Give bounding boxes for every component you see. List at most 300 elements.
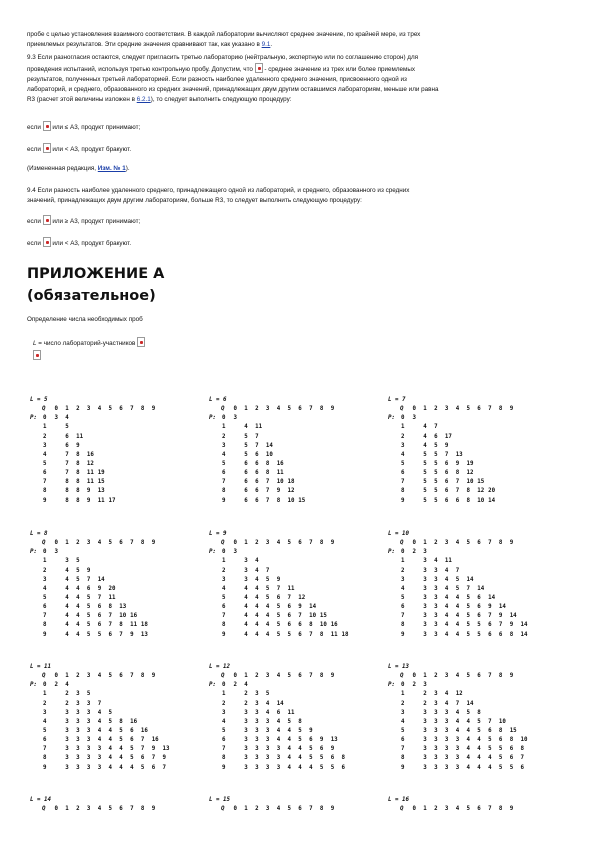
table-cell: 4: [255, 576, 259, 583]
table-cell: 5: [434, 497, 438, 504]
table-title: L = 8: [30, 531, 48, 537]
p-value: 0: [43, 549, 47, 556]
table-cell: 3: [434, 567, 438, 574]
header-cell: 5: [108, 806, 112, 813]
header-cell: 3: [444, 540, 449, 547]
table-row: [388, 690, 463, 699]
header-cell: 8: [319, 540, 324, 547]
table-cell: 8: [119, 718, 123, 725]
p-value: 1: [43, 691, 47, 698]
table-cell: 9: [97, 585, 102, 592]
lab-count-text: = число лабораторий-участников: [36, 340, 136, 347]
table-cell: 3: [97, 764, 102, 771]
table-cell: 3: [423, 746, 427, 753]
intro-paragraph: [27, 30, 572, 50]
table-cell: 6: [130, 737, 134, 744]
header-cell: Q: [42, 540, 46, 547]
p-value: 6: [222, 604, 226, 611]
header-cell: 8: [498, 673, 503, 680]
table-cell: 4: [477, 764, 481, 771]
table-cell: 6: [86, 585, 91, 592]
rule-reject-2-text: или < A3, продукт бракуют.: [50, 240, 132, 247]
table-cell: 7: [520, 755, 524, 762]
table-cell: 3: [255, 737, 259, 744]
header-cell: 3: [265, 673, 270, 680]
table-cell: 3: [423, 585, 427, 592]
table-cell: 4: [244, 622, 248, 629]
table-cell: 3: [423, 727, 427, 734]
table-cell: 5: [76, 567, 80, 574]
table-row: [209, 497, 306, 506]
table-cell: 2: [412, 549, 416, 556]
appendix-title-line-1: ПРИЛОЖЕНИЕ А: [27, 266, 165, 282]
table-cell: 10: [276, 479, 284, 486]
table-l-16: [388, 796, 514, 814]
table-cell: 5: [108, 709, 112, 716]
p-label: P:: [209, 549, 216, 556]
table-cell: 4: [108, 737, 112, 744]
table-cell: 3: [423, 718, 427, 725]
table-cell: 3: [423, 682, 427, 689]
table-cell: 9: [276, 576, 281, 583]
table-cell: 4: [65, 415, 69, 422]
header-cell: 6: [477, 406, 481, 413]
table-cell: 6: [97, 622, 102, 629]
p-value: 8: [43, 755, 47, 762]
table-cell: 4: [444, 604, 449, 611]
table-cell: 3: [444, 746, 449, 753]
intro-line-2: [27, 40, 572, 50]
p-value: 1: [401, 558, 405, 565]
table-cell: 14: [265, 442, 273, 449]
table-cell: 2: [412, 682, 416, 689]
table-title: L = 9: [209, 531, 227, 537]
link-section-6-2-1[interactable]: 6.2.1: [136, 96, 151, 103]
header-cell: 9: [330, 540, 335, 547]
table-cell: 7: [108, 622, 112, 629]
p-value: 8: [401, 488, 405, 495]
table-title: L = 13: [388, 664, 409, 670]
table-cell: 5: [244, 451, 248, 458]
p-label: P:: [30, 549, 37, 556]
table-cell: 3: [65, 558, 69, 565]
table-cell: 3: [434, 631, 438, 638]
table-cell: 4: [455, 718, 460, 725]
p-value: 7: [43, 746, 47, 753]
p-value: 6: [401, 737, 405, 744]
table-cell: 7: [119, 631, 123, 638]
table-cell: 3: [265, 727, 270, 734]
table-cell: 4: [119, 746, 123, 753]
table-cell: 4: [255, 631, 259, 638]
table-cell: 9: [86, 497, 91, 504]
table-cell: 5: [276, 613, 281, 620]
table-row: [30, 727, 148, 736]
table-cell: 6: [244, 488, 248, 495]
table-cell: 3: [86, 746, 91, 753]
p93-line-5: [27, 95, 572, 105]
table-cell: 4: [108, 727, 112, 734]
p-value: 2: [43, 700, 47, 707]
p-value: 4: [43, 718, 47, 725]
table-cell: 7: [265, 488, 270, 495]
table-cell: 5: [309, 755, 313, 762]
table-cell: 7: [65, 460, 69, 467]
table-cell: 15: [509, 727, 517, 734]
rule-reject-1: [27, 143, 572, 155]
table-cell: 6: [444, 479, 449, 486]
table-cell: 13: [162, 746, 170, 753]
table-cell: 4: [287, 737, 291, 744]
table-cell: 3: [244, 567, 248, 574]
table-cell: 5: [265, 594, 270, 601]
p94-line-1: 9.4 Если разность наиболее удаленного среднего, принадлежащего одной из лабораторий, и среднего, образованного из средних: [27, 187, 410, 194]
table-cell: 4: [76, 613, 80, 620]
header-cell: 9: [509, 406, 514, 413]
table-cell: 7: [162, 764, 166, 771]
table-cell: 3: [76, 737, 80, 744]
header-cell: 7: [309, 406, 313, 413]
header-cell: 5: [287, 673, 291, 680]
table-cell: 3: [444, 709, 449, 716]
table-cell: 3: [255, 691, 259, 698]
table-cell: 4: [423, 433, 427, 440]
table-cell: 4: [444, 613, 449, 620]
table-cell: 7: [455, 567, 460, 574]
table-cell: 17: [444, 433, 452, 440]
table-cell: 3: [423, 755, 427, 762]
table-cell: 5: [130, 755, 134, 762]
table-cell: 5: [466, 709, 470, 716]
table-cell: 4: [255, 604, 259, 611]
table-cell: 9: [498, 613, 503, 620]
table-cell: 8: [119, 622, 123, 629]
table-cell: 5: [265, 585, 270, 592]
table-row: [30, 487, 105, 496]
table-cell: 5: [86, 622, 91, 629]
header-cell: 0: [412, 673, 416, 680]
header-cell: 8: [498, 540, 503, 547]
table-row: [209, 469, 284, 478]
table-cell: 3: [444, 718, 449, 725]
table-cell: 4: [444, 585, 449, 592]
table-cell: 6: [130, 727, 134, 734]
p93-line-2: [27, 63, 572, 75]
header-cell: 3: [444, 406, 449, 413]
table-cell: 6: [244, 460, 248, 467]
table-row: [30, 631, 148, 640]
table-cell: 15: [319, 613, 327, 620]
header-cell: 6: [119, 806, 123, 813]
p-value: 6: [43, 470, 47, 477]
table-cell: 15: [298, 497, 306, 504]
p-value: 2: [222, 700, 226, 707]
p93-line-2-end: - среднее значение из трех или более приемлемых: [262, 66, 416, 73]
table-cell: 13: [140, 631, 148, 638]
header-cell: Q: [221, 540, 225, 547]
table-row: [30, 423, 69, 432]
table-cell: 5: [477, 622, 481, 629]
table-cell: 11: [130, 622, 138, 629]
header-cell: 1: [423, 806, 427, 813]
header-cell: 0: [54, 540, 58, 547]
link-section-9-1[interactable]: 9.1: [261, 41, 271, 48]
table-cell: 3: [255, 755, 259, 762]
header-cell: 7: [130, 540, 134, 547]
p-value: 3: [401, 709, 405, 716]
table-row: [209, 700, 284, 709]
appendix-title-line-2: (обязательное): [27, 288, 156, 304]
table-cell: 7: [151, 755, 156, 762]
p-value: 8: [401, 622, 405, 629]
table-row: [30, 469, 105, 478]
table-row: [30, 548, 58, 557]
header-cell: 4: [455, 673, 460, 680]
table-row: [388, 548, 427, 557]
table-cell: 8: [520, 746, 524, 753]
header-cell: 4: [455, 406, 460, 413]
header-cell: 5: [287, 406, 291, 413]
table-row: [209, 460, 284, 469]
table-cell: 5: [455, 576, 460, 583]
table-cell: 6: [244, 497, 248, 504]
table-cell: 3: [412, 415, 416, 422]
table-cell: 4: [444, 576, 449, 583]
table-cell: 3: [444, 764, 449, 771]
p-value: 3: [43, 576, 47, 583]
table-row: [388, 603, 506, 612]
table-cell: 3: [65, 709, 69, 716]
p-value: 3: [401, 576, 405, 583]
table-cell: 5: [498, 764, 503, 771]
table-cell: 5: [265, 576, 270, 583]
formula-image-icon: [33, 350, 41, 360]
table-cell: 16: [330, 622, 338, 629]
header-cell: 7: [130, 806, 134, 813]
amendment-post: ).: [125, 165, 130, 172]
table-row: [388, 433, 452, 442]
table-cell: 8: [455, 470, 460, 477]
table-cell: 3: [65, 718, 69, 725]
table-row: [30, 736, 159, 745]
table-cell: 3: [233, 549, 237, 556]
table-cell: 6: [488, 727, 492, 734]
formula-image-icon: [43, 237, 51, 247]
table-cell: 3: [423, 613, 427, 620]
table-cell: 6: [455, 497, 460, 504]
table-cell: 4: [108, 764, 112, 771]
table-row: [209, 718, 302, 727]
header-cell: 2: [434, 806, 438, 813]
table-cell: 5: [434, 460, 438, 467]
table-cell: 8: [341, 755, 345, 762]
table-row: [388, 709, 481, 718]
table-cell: 7: [488, 718, 492, 725]
table-cell: 5: [509, 764, 514, 771]
table-cell: 4: [466, 727, 470, 734]
table-cell: 6: [509, 755, 514, 762]
table-cell: 8: [65, 488, 69, 495]
table-cell: 2: [65, 700, 69, 707]
table-cell: 4: [287, 764, 291, 771]
p-value: 4: [401, 718, 405, 725]
p-value: 5: [401, 727, 405, 734]
header-cell: 7: [309, 806, 313, 813]
table-row: [388, 442, 449, 451]
table-cell: 6: [498, 631, 503, 638]
table-cell: 5: [319, 764, 324, 771]
table-cell: 4: [97, 718, 102, 725]
table-cell: 6: [298, 622, 302, 629]
p-label: P:: [209, 682, 216, 689]
table-cell: 16: [140, 727, 148, 734]
header-cell: 1: [423, 673, 427, 680]
table-cell: 5: [276, 604, 281, 611]
table-cell: 4: [65, 613, 69, 620]
header-cell: 5: [466, 806, 470, 813]
table-cell: 5: [423, 470, 427, 477]
p-value: 0: [222, 415, 226, 422]
table-cell: 4: [287, 755, 291, 762]
table-cell: 9: [276, 488, 281, 495]
p-value: 3: [222, 442, 226, 449]
table-cell: 3: [455, 746, 460, 753]
amendment-note: [27, 164, 572, 174]
table-cell: 6: [444, 470, 449, 477]
table-cell: 3: [276, 764, 281, 771]
header-cell: 1: [423, 406, 427, 413]
header-cell: 3: [86, 806, 91, 813]
header-cell: Q: [400, 673, 404, 680]
header-cell: 8: [140, 540, 145, 547]
table-cell: 7: [265, 479, 270, 486]
table-row: [30, 754, 166, 763]
p-value: 3: [222, 709, 226, 716]
table-cell: 9: [130, 631, 134, 638]
table-cell: 4: [108, 755, 112, 762]
table-row: [209, 745, 335, 754]
header-cell: 4: [97, 673, 102, 680]
table-cell: 3: [65, 764, 69, 771]
table-cell: 6: [319, 746, 324, 753]
p-label: P:: [388, 549, 395, 556]
table-cell: 7: [140, 746, 145, 753]
image-placeholder: [33, 350, 578, 362]
table-cell: 5: [65, 424, 69, 431]
table-header-row: [388, 539, 514, 548]
table-cell: 3: [255, 764, 259, 771]
table-row: [388, 612, 517, 621]
p-value: 7: [43, 479, 47, 486]
table-cell: 7: [97, 594, 102, 601]
p-value: 5: [222, 594, 226, 601]
table-cell: 6: [255, 460, 259, 467]
table-cell: 7: [455, 700, 460, 707]
link-amendment-1[interactable]: Изм. № 1: [97, 165, 126, 172]
table-cell: 11: [108, 594, 116, 601]
table-cell: 4: [119, 755, 123, 762]
table-cell: 4: [65, 622, 69, 629]
table-cell: 11: [86, 479, 94, 486]
table-cell: 5: [119, 737, 123, 744]
table-cell: 4: [255, 622, 259, 629]
header-cell: 1: [244, 806, 248, 813]
paragraph-9-4: [27, 186, 572, 206]
table-row: [209, 433, 259, 442]
table-cell: 19: [97, 470, 105, 477]
table-row: [209, 754, 345, 763]
table-l-5: [30, 396, 156, 506]
table-cell: 3: [434, 594, 438, 601]
p93-line-2-text: проведения испытаний, используя третью контрольную пробу. Допустим, что: [27, 66, 255, 73]
p-value: 3: [43, 442, 47, 449]
table-cell: 4: [444, 622, 449, 629]
table-cell: 5: [434, 442, 438, 449]
table-header-row: [30, 672, 156, 681]
header-cell: 4: [276, 673, 281, 680]
table-cell: 3: [265, 718, 270, 725]
header-cell: 1: [244, 406, 248, 413]
header-cell: Q: [42, 406, 46, 413]
lab-count-definition: [33, 337, 578, 349]
table-cell: 4: [97, 737, 102, 744]
table-cell: 6: [255, 488, 259, 495]
table-cell: 8: [498, 727, 503, 734]
table-cell: 5: [434, 488, 438, 495]
table-cell: 3: [423, 622, 427, 629]
table-row: [388, 414, 416, 423]
table-row: [209, 736, 338, 745]
table-cell: 5: [287, 718, 291, 725]
table-cell: 7: [65, 451, 69, 458]
p-value: 1: [43, 558, 47, 565]
table-cell: 3: [434, 613, 438, 620]
table-title: L = 7: [388, 397, 406, 403]
table-cell: 8: [509, 631, 514, 638]
header-cell: Q: [400, 540, 404, 547]
table-row: [30, 690, 91, 699]
table-cell: 3: [244, 746, 248, 753]
table-cell: 14: [509, 613, 517, 620]
table-title: L = 5: [30, 397, 48, 403]
table-cell: 18: [287, 479, 295, 486]
table-row: [30, 700, 102, 709]
table-cell: 7: [65, 470, 69, 477]
appendix-title: [27, 263, 164, 307]
header-cell: Q: [221, 806, 225, 813]
table-cell: 14: [488, 594, 496, 601]
table-cell: 4: [488, 755, 492, 762]
table-cell: 6: [255, 451, 259, 458]
table-cell: 8: [265, 470, 270, 477]
header-cell: 1: [244, 540, 248, 547]
table-cell: 12: [477, 488, 485, 495]
header-cell: 5: [466, 540, 470, 547]
table-cell: 5: [423, 488, 427, 495]
table-row: [209, 557, 259, 566]
table-cell: 4: [65, 682, 69, 689]
table-cell: 4: [108, 746, 112, 753]
p-value: 4: [222, 585, 226, 592]
table-header-row: [388, 672, 514, 681]
table-cell: 4: [76, 631, 80, 638]
p-value: 7: [401, 746, 405, 753]
table-row: [209, 594, 306, 603]
table-cell: 11: [255, 424, 263, 431]
table-cell: 3: [276, 755, 281, 762]
table-cell: 3: [423, 576, 427, 583]
p-value: 4: [222, 718, 226, 725]
